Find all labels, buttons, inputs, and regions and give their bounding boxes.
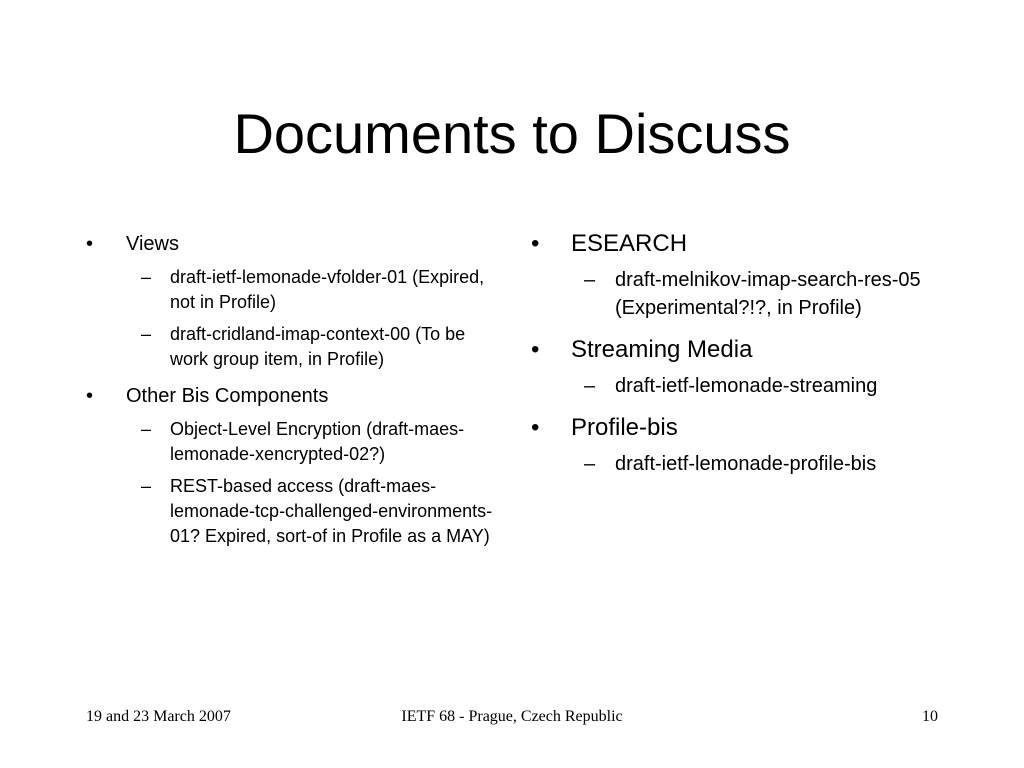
dash-icon: –: [584, 375, 596, 397]
list-item-label: Streaming Media: [571, 336, 753, 363]
footer-page-number: 10: [922, 708, 938, 725]
sub-list-item: [531, 450, 951, 478]
list-item-profile-bis: [531, 412, 951, 478]
right-column: [531, 228, 951, 478]
list-item-label: Views: [126, 233, 179, 255]
left-bullet-list: [86, 230, 506, 549]
list-item-label: ESEARCH: [571, 230, 688, 257]
bullet-icon: •: [531, 414, 540, 441]
sub-list-item: [86, 417, 506, 467]
dash-icon: –: [141, 419, 152, 439]
slide-title: Documents to Discuss: [233, 102, 791, 165]
sub-list-item-text: draft-cridland-imap-context-00 (To be work group item, in Profile): [170, 324, 466, 369]
right-bullet-list: [531, 228, 951, 478]
bullet-icon: •: [86, 233, 94, 255]
sub-list-item-text: draft-ietf-lemonade-vfolder-01 (Expired, not in Profile): [170, 267, 485, 312]
sub-list-item-text: draft-melnikov-imap-search-res-05 (Experimental?!?, in Profile): [615, 269, 921, 319]
list-item-label: Profile-bis: [571, 414, 678, 441]
bullet-icon: •: [531, 336, 540, 363]
dash-icon: –: [141, 324, 152, 344]
sub-list-item-text: Object-Level Encryption (draft-maes-lemonade-xencrypted-02?): [170, 419, 465, 464]
list-item-esearch: [531, 228, 951, 322]
dash-icon: –: [584, 453, 596, 475]
bullet-icon: •: [531, 230, 540, 257]
bullet-icon: •: [86, 385, 94, 407]
sub-list-item-text: draft-ietf-lemonade-profile-bis: [615, 453, 877, 475]
dash-icon: –: [141, 476, 152, 496]
sub-list-item: [86, 322, 506, 372]
sub-list-item: [86, 474, 506, 549]
sub-list-item: [86, 265, 506, 315]
sub-list-item-text: REST-based access (draft-maes-lemonade-tcp-challenged-environments-01? Expired, sort-of in Profile as a MAY): [170, 476, 493, 546]
list-item-other-bis-components: [86, 382, 506, 549]
sub-list-item: [531, 266, 951, 322]
list-item-views: [86, 230, 506, 372]
footer-date: 19 and 23 March 2007: [86, 708, 231, 725]
dash-icon: –: [141, 267, 152, 287]
list-item-label: Other Bis Components: [126, 385, 329, 407]
sub-list-item-text: draft-ietf-lemonade-streaming: [615, 375, 878, 397]
footer-event: IETF 68 - Prague, Czech Republic: [401, 708, 623, 725]
sub-list-item: [531, 372, 951, 400]
left-column: [86, 228, 506, 549]
list-item-streaming-media: [531, 334, 951, 400]
dash-icon: –: [584, 269, 596, 291]
